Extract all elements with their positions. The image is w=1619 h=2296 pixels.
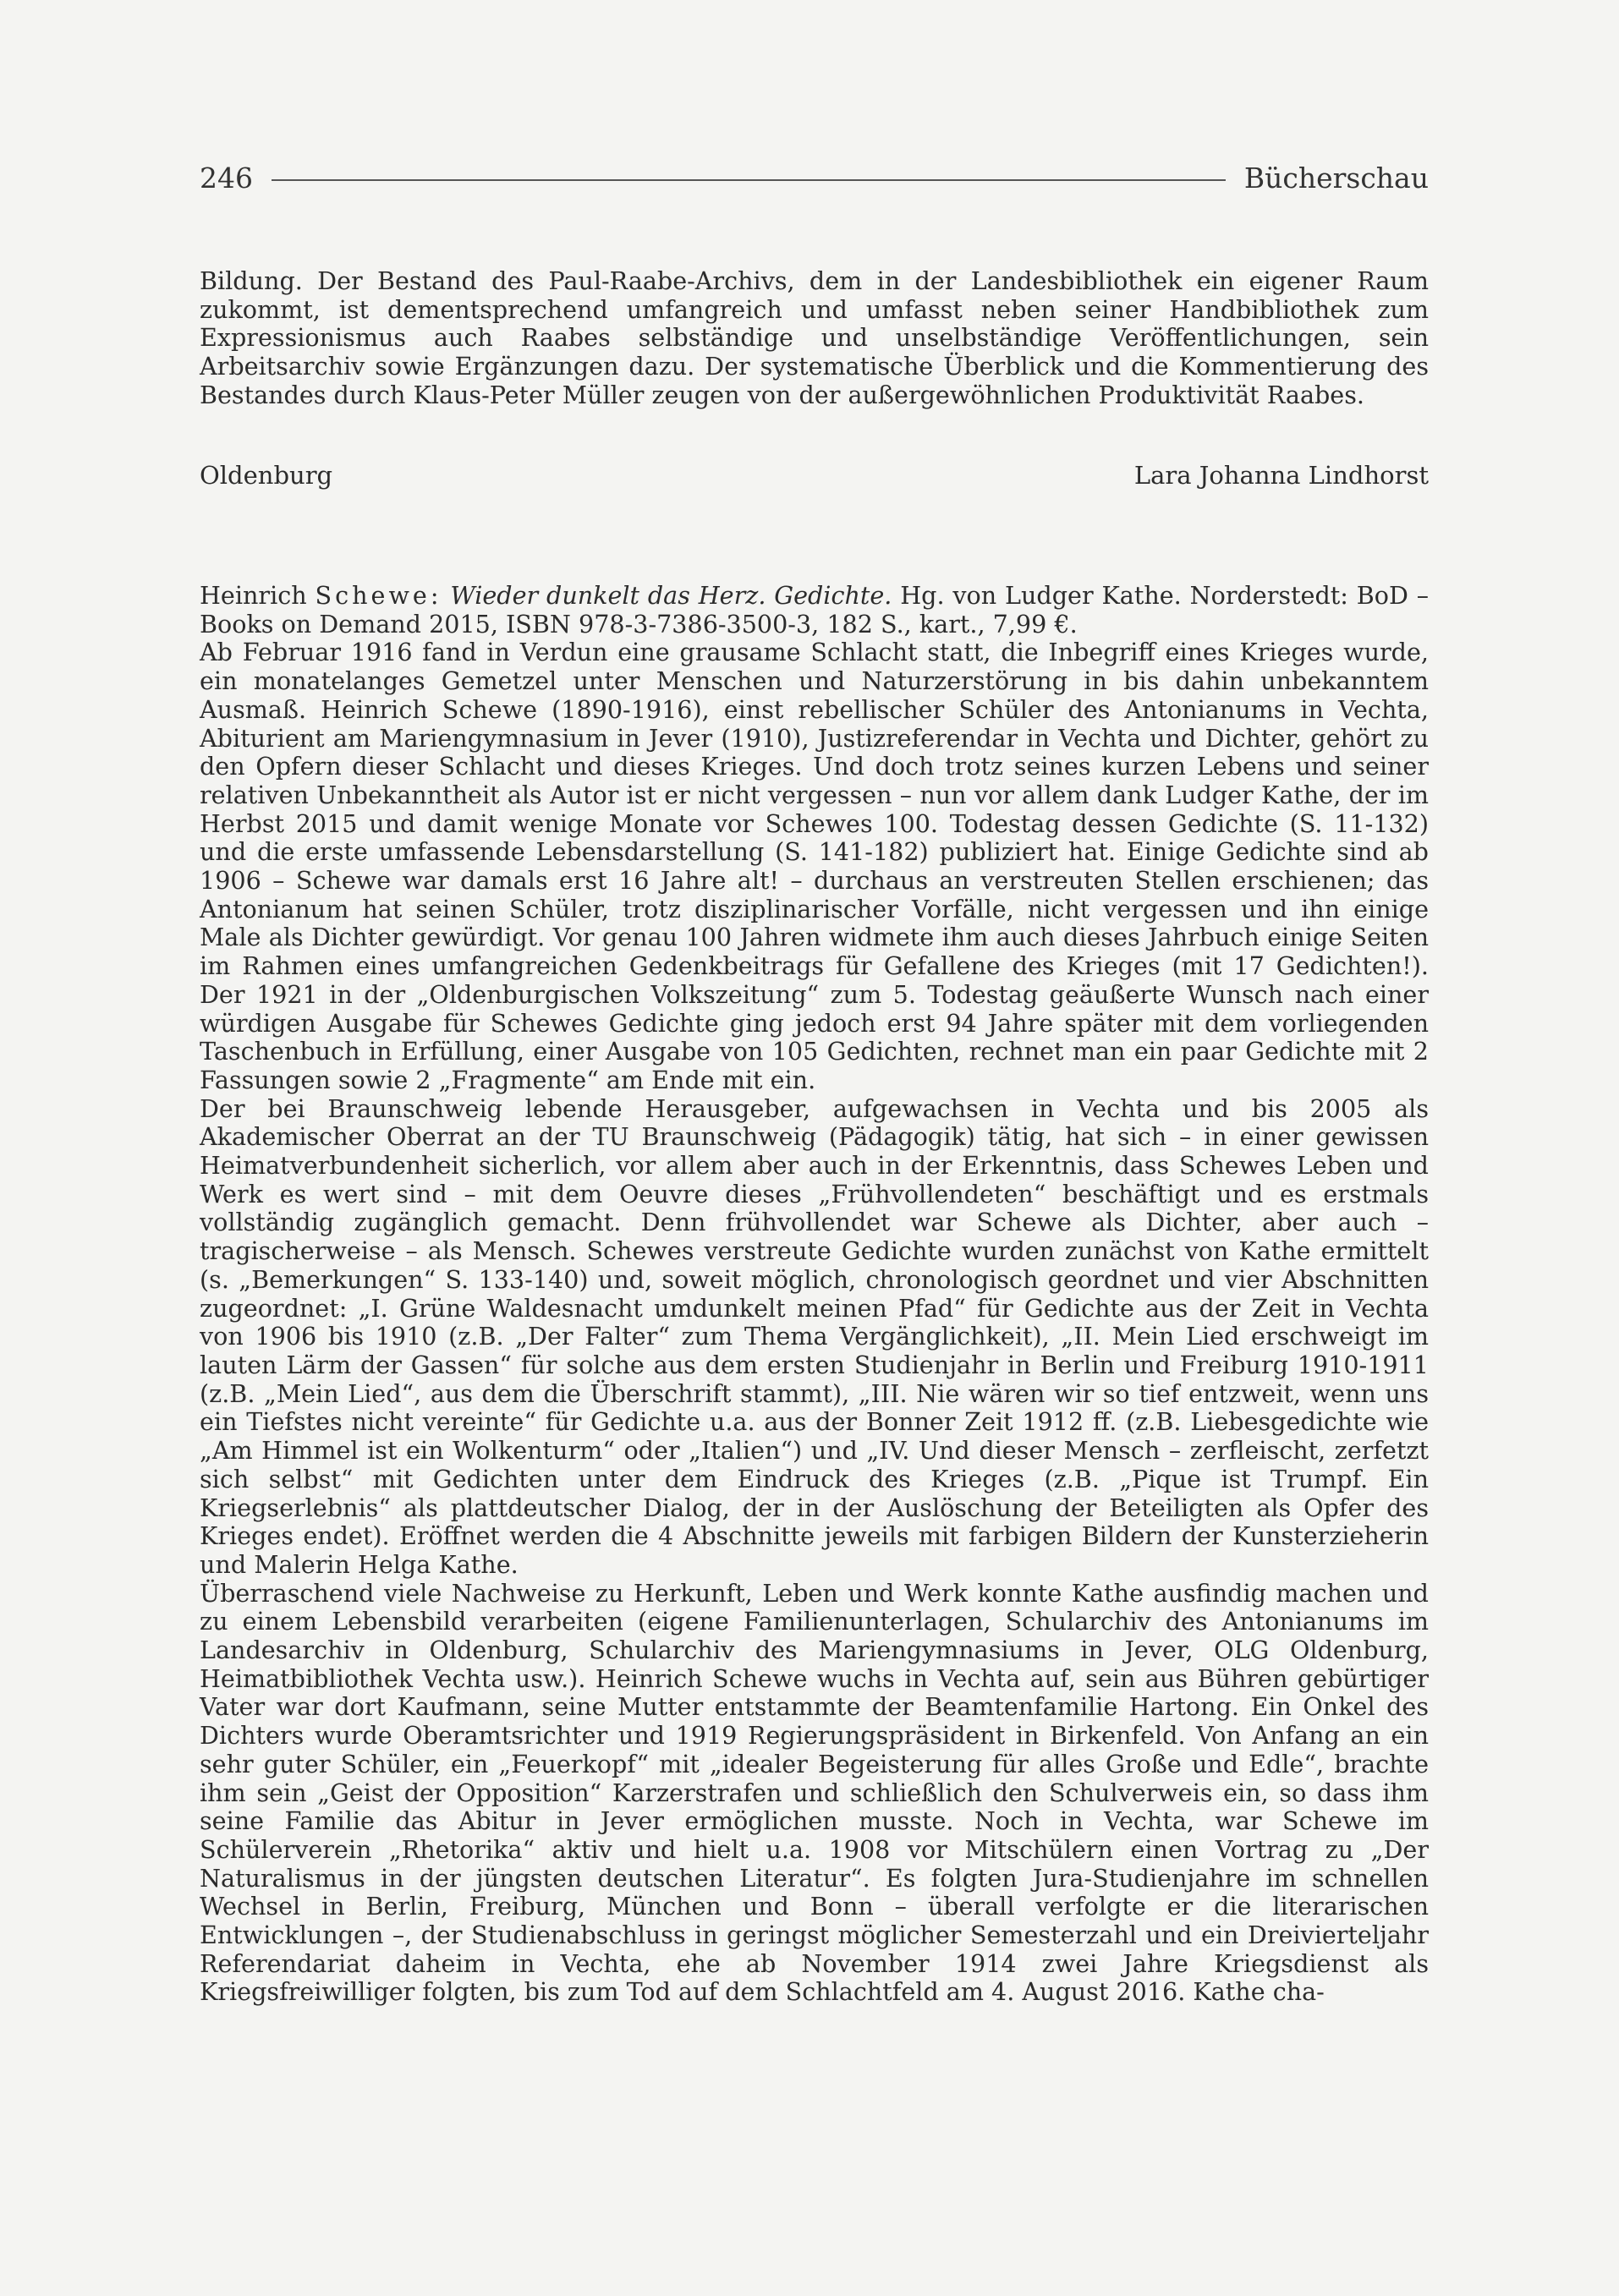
page-number: 246: [200, 161, 253, 195]
running-head: [200, 157, 1429, 198]
intro-paragraph: Bildung. Der Bestand des Paul-Raabe-Archivs, dem in der Landesbibliothek ein eigener Raum zukommt, ist dementsprechend umfangreich und umfasst neben seiner Handbibliothek zum Expressionismus auch Raabes selbständige und unselbständige Veröffentlichungen, sein Arbeitsarchiv sowie Ergänzungen dazu. Der systematische Überblick und die Kommentierung des Bestandes durch Klaus-Peter Müller zeugen von der außergewöhnlichen Produktivität Raabes.: [200, 266, 1429, 409]
header-rule: [272, 179, 1226, 181]
review-text: [200, 582, 1429, 2007]
author-first-name: Heinrich: [200, 581, 307, 610]
review-signature: [200, 460, 1429, 490]
signature-place: Oldenburg: [200, 461, 333, 490]
review-paragraph: Überraschend viele Nachweise zu Herkunft, Leben und Werk konnte Kathe ausfindig machen und zu einem Lebensbild verarbeiten (eigene Familienunterlagen, Schularchiv des Antonianums im Landesarchiv in Oldenburg, Schularchiv des Mariengymnasiums in Jever, OLG Oldenburg, Heimatbibliothek Vechta usw.). Heinrich Schewe wuchs in Vechta auf, sein aus Bühren gebürtiger Vater war dort Kaufmann, seine Mutter entstammte der Beamtenfamilie Hartong. Ein Onkel des Dichters wurde Oberamtsrichter und 1919 Regierungspräsident in Birkenfeld. Von Anfang an ein sehr guter Schüler, ein „Feuerkopf“ mit „idealer Begeisterung für alles Große und Edle“, brachte ihm sein „Geist der Opposition“ Karzerstrafen und schließlich den Schulverweis ein, so dass ihm seine Familie das Abitur in Jever ermöglichen musste. Noch in Vechta, war Schewe im Schülerverein „Rhetorika“ aktiv und hielt u.a. 1908 vor Mitschülern einen Vortrag zu „Der Naturalismus in der jüngsten deutschen Literatur“. Es folgten Jura-Studienjahre im schnellen Wechsel in Berlin, Freiburg, München und Bonn – überall verfolgte er die literarischen Entwicklungen –, der Studienabschluss in geringst möglicher Semesterzahl und ein Dreivierteljahr Referendariat daheim in Vechta, ehe ab November 1914 zwei Jahre Kriegsdienst als Kriegsfreiwilliger folgten, bis zum Tod auf dem Schlachtfeld am 4. August 2016. Kathe cha-: [200, 1578, 1429, 2007]
author-last-name: Schewe:: [315, 581, 442, 610]
review-paragraph: Der bei Braunschweig lebende Herausgeber, aufgewachsen in Vechta und bis 2005 als Akademischer Oberrat an der TU Braunschweig (Pädagogik) tätig, hat sich – in einer gewissen Heimatverbundenheit sicherlich, vor allem aber auch in der Erkenntnis, dass Schewes Leben und Werk es wert sind – mit dem Oeuvre dieses „Frühvollendeten“ beschäftigt und es erstmals vollständig zugänglich gemacht. Denn frühvollendet war Schewe als Dichter, aber auch – tragischerweise – als Mensch. Schewes verstreute Gedichte wurden zunächst von Kathe ermittelt (s. „Bemerkungen“ S. 133-140) und, soweit möglich, chronologisch geordnet und vier Abschnitten zugeordnet: „I. Grüne Waldesnacht umdunkelt meinen Pfad“ für Gedichte aus der Zeit in Vechta von 1906 bis 1910 (z.B. „Der Falter“ zum Thema Vergänglichkeit), „II. Mein Lied erschweigt im lauten Lärm der Gassen“ für solche aus dem ersten Studienjahr in Berlin und Freiburg 1910-1911 (z.B. „Mein Lied“, aus dem die Überschrift stammt), „III. Nie wären wir so tief entzweit, wenn uns ein Tiefstes nicht vereinte“ für Gedichte u.a. aus der Bonner Zeit 1912 ff. (z.B. Liebesgedichte wie „Am Himmel ist ein Wolkenturm“ oder „Italien“) und „IV. Und dieser Mensch – zerfleischt, zerfetzt sich selbst“ mit Gedichten unter dem Eindruck des Krieges (z.B. „Pique ist Trumpf. Ein Kriegserlebnis“ als plattdeutscher Dialog, der in der Auslöschung der Beteiligten als Opfer des Krieges endet). Eröffnet werden die 4 Abschnitte jeweils mit farbigen Bildern der Kunsterzieherin und Malerin Helga Kathe.: [200, 1093, 1429, 1579]
book-title: Wieder dunkelt das Herz. Gedichte.: [450, 581, 892, 610]
review-paragraph: Ab Februar 1916 fand in Verdun eine grausame Schlacht statt, die Inbegriff eines Krieges wurde, ein monatelanges Gemetzel unter Menschen und Naturzerstörung in bis dahin unbekanntem Ausmaß. Heinrich Schewe (1890-1916), einst rebellischer Schüler des Antonianums in Vechta, Abiturient am Mariengymnasium in Jever (1910), Justizreferendar in Vechta und Dichter, gehört zu den Opfern dieser Schlacht und dieses Krieges. Und doch trotz seines kurzen Lebens und seiner relativen Unbekanntheit als Autor ist er nicht vergessen – nun vor allem dank Ludger Kathe, der im Herbst 2015 und damit wenige Monate vor Schewes 100. Todestag dessen Gedichte (S. 11-132) und die erste umfassende Lebensdarstellung (S. 141-182) publiziert hat. Einige Gedichte sind ab 1906 – Schewe war damals erst 16 Jahre alt! – durchaus an verstreuten Stellen erschienen; das Antonianum hat seinen Schüler, trotz disziplinarischer Vorfälle, nicht vergessen und ihn einige Male als Dichter gewürdigt. Vor genau 100 Jahren widmete ihm auch dieses Jahrbuch einige Seiten im Rahmen eines umfangreichen Gedenkbeitrags für Gefallene des Krieges (mit 17 Gedichten!). Der 1921 in der „Oldenburgischen Volkszeitung“ zum 5. Todestag geäußerte Wunsch nach einer würdigen Ausgabe für Schewes Gedichte ging jedoch erst 94 Jahre später mit dem vorliegenden Taschenbuch in Erfüllung, einer Ausgabe von 105 Gedichten, rechnet man ein paar Gedichte mit 2 Fassungen sowie 2 „Fragmente“ am Ende mit ein.: [200, 638, 1429, 1094]
bib-details: Hg. von Ludger Kathe. Norderstedt: BoD – Books on Demand 2015, ISBN 978-3-7386-3500-3, 182 S., kart., 7,99 €.: [200, 581, 1430, 638]
intro-text: [200, 267, 1429, 410]
section-title: Bücherschau: [1243, 161, 1429, 195]
bibliographic-entry: [200, 582, 1429, 638]
signature-author: Lara Johanna Lindhorst: [1133, 461, 1429, 490]
